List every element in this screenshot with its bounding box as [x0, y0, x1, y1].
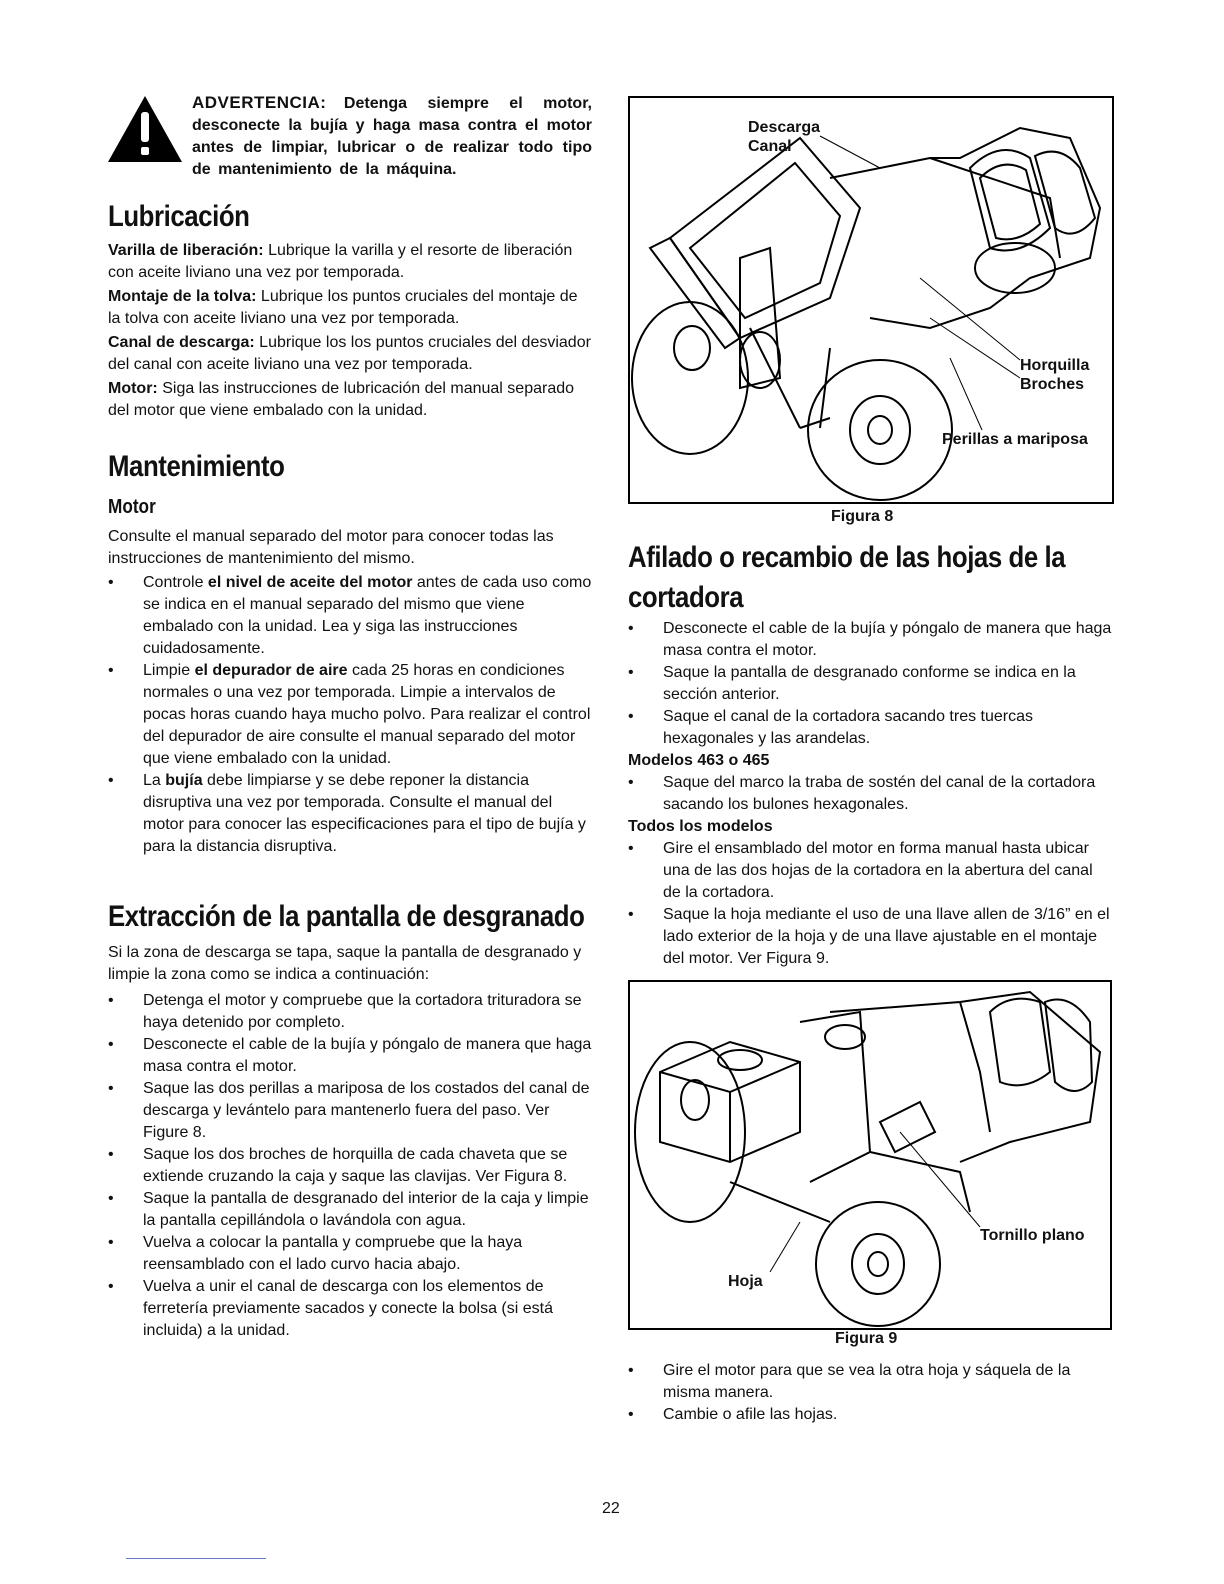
heading-extraccion: Extracción de la pantalla de desgranado — [108, 900, 585, 933]
extraccion-body — [108, 942, 594, 1342]
mantenimiento-intro: Consulte el manual separado del motor para conocer todas las instrucciones de mantenimiento del mismo. — [108, 528, 554, 567]
lub-item-canal: Canal de descarga: Lubrique los los puntos cruciales del desviador del canal con aceite liviano una vez por temporada. — [108, 334, 591, 373]
list-item: • Cambie o afile las hojas. — [628, 1404, 1112, 1426]
list-item: • Limpie el depurador de aire cada 25 horas en condiciones normales o una vez por temporada. Limpie a intervalos de pocas horas cuando haya mucho polvo. Para realizar el control del depurador de aire consulte el manual separado del motor que viene embalado con la unidad. — [108, 660, 594, 770]
list-item: • Saque la pantalla de desgranado conforme se indica en la sección anterior. — [628, 662, 1112, 706]
list-item: • Detenga el motor y compruebe que la cortadora trituradora se haya detenido por completo. — [108, 990, 594, 1034]
subheading-motor: Motor — [108, 496, 156, 518]
list-item: • Vuelva a colocar la pantalla y compruebe que la haya reensamblado con el lado curvo hacia abajo. — [108, 1232, 594, 1276]
figure-8 — [628, 96, 1114, 504]
figure-8-caption: Figura 8 — [831, 508, 894, 525]
lub-item-motor: Motor: Siga las instrucciones de lubricación del manual separado del motor que viene embalado con la unidad. — [108, 380, 575, 419]
list-item: • Saque la hoja mediante el uso de una llave allen de 3/16” en el lado exterior de la hoja y de una llave ajustable en el montaje del motor. Ver Figura 9. — [628, 904, 1112, 970]
list-item: • Desconecte el cable de la bujía y póngalo de manera que haga masa contra el motor. — [108, 1034, 594, 1078]
todos-subheading: Todos los modelos — [628, 818, 773, 835]
list-item: • Gire el ensamblado del motor en forma manual hasta ubicar una de las dos hojas de la cortadora en la abertura del canal de la cortadora. — [628, 838, 1112, 904]
list-item: • Saque del marco la traba de sostén del canal de la cortadora sacando los bulones hexagonales. — [628, 772, 1112, 816]
warning-label: ADVERTENCIA: — [192, 93, 327, 112]
chipper-blade-illustration — [630, 982, 1110, 1328]
lubricacion-list — [108, 240, 594, 422]
list-item: • Gire el motor para que se vea la otra hoja y sáquela de la misma manera. — [628, 1360, 1112, 1404]
label-hoja: Hoja — [728, 1273, 763, 1290]
figure-9 — [628, 980, 1112, 1330]
warning-block — [106, 92, 594, 182]
label-horquilla: Horquilla — [1020, 357, 1090, 374]
footer-rule — [126, 1558, 266, 1559]
warning-text: Detenga siempre el motor, desconecte la bujía y haga masa contra el motor antes de limpiar, lubricar o de realizar todo tipo de mantenimiento de la máquina. — [192, 95, 592, 178]
list-item: • Controle el nivel de aceite del motor antes de cada uso como se indica en el manual separado del mismo que viene embalado con la unidad. Lea y siga las instrucciones cuidadosamente. — [108, 572, 594, 660]
afilado-body — [628, 618, 1112, 970]
list-item: • Vuelva a unir el canal de descarga con los elementos de ferretería previamente sacados y conecte la bolsa (si está incluida) a la unidad. — [108, 1276, 594, 1342]
label-perillas: Perillas a mariposa — [942, 431, 1088, 448]
heading-lubricacion: Lubricación — [108, 200, 250, 233]
list-item: • Saque la pantalla de desgranado del interior de la caja y limpie la pantalla cepillándola o lavándola con agua. — [108, 1188, 594, 1232]
warning-triangle-icon — [106, 94, 184, 164]
label-tornillo: Tornillo plano — [980, 1227, 1085, 1244]
label-descarga: Descarga — [748, 119, 821, 136]
label-canal: Canal — [748, 138, 792, 155]
afilado-final — [628, 1360, 1112, 1426]
list-item: • Desconecte el cable de la bujía y póngalo de manera que haga masa contra el motor. — [628, 618, 1112, 662]
extraccion-intro: Si la zona de descarga se tapa, saque la pantalla de desgranado y limpie la zona como se indica a continuación: — [108, 944, 582, 983]
heading-afilado: Afilado o recambio de las hojas de la cortadora — [628, 541, 1066, 614]
page-number: 22 — [602, 1500, 620, 1517]
lub-item-varilla: Varilla de liberación: Lubrique la varilla y el resorte de liberación con aceite liviano una vez por temporada. — [108, 242, 573, 281]
list-item: • Saque el canal de la cortadora sacando tres tuercas hexagonales y las arandelas. — [628, 706, 1112, 750]
heading-mantenimiento: Mantenimiento — [108, 450, 285, 483]
label-broches: Broches — [1020, 376, 1085, 393]
modelos-subheading: Modelos 463 o 465 — [628, 752, 770, 769]
list-item: • La bujía debe limpiarse y se debe reponer la distancia disruptiva una vez por temporada. Consulte el manual del motor para conocer las especificaciones para el tipo de bujía y para la distancia disruptiva. — [108, 770, 594, 858]
mantenimiento-body — [108, 526, 594, 858]
list-item: • Saque los dos broches de horquilla de cada chaveta que se extiende cruzando la caja y saque las clavijas. Ver Figura 8. — [108, 1144, 594, 1188]
list-item: • Saque las dos perillas a mariposa de los costados del canal de descarga y levántelo para mantenerlo fuera del paso. Ver Figure 8. — [108, 1078, 594, 1144]
figure-9-caption: Figura 9 — [835, 1330, 898, 1347]
lub-item-tolva: Montaje de la tolva: Lubrique los puntos cruciales del montaje de la tolva con aceite liviano una vez por temporada. — [108, 288, 578, 327]
